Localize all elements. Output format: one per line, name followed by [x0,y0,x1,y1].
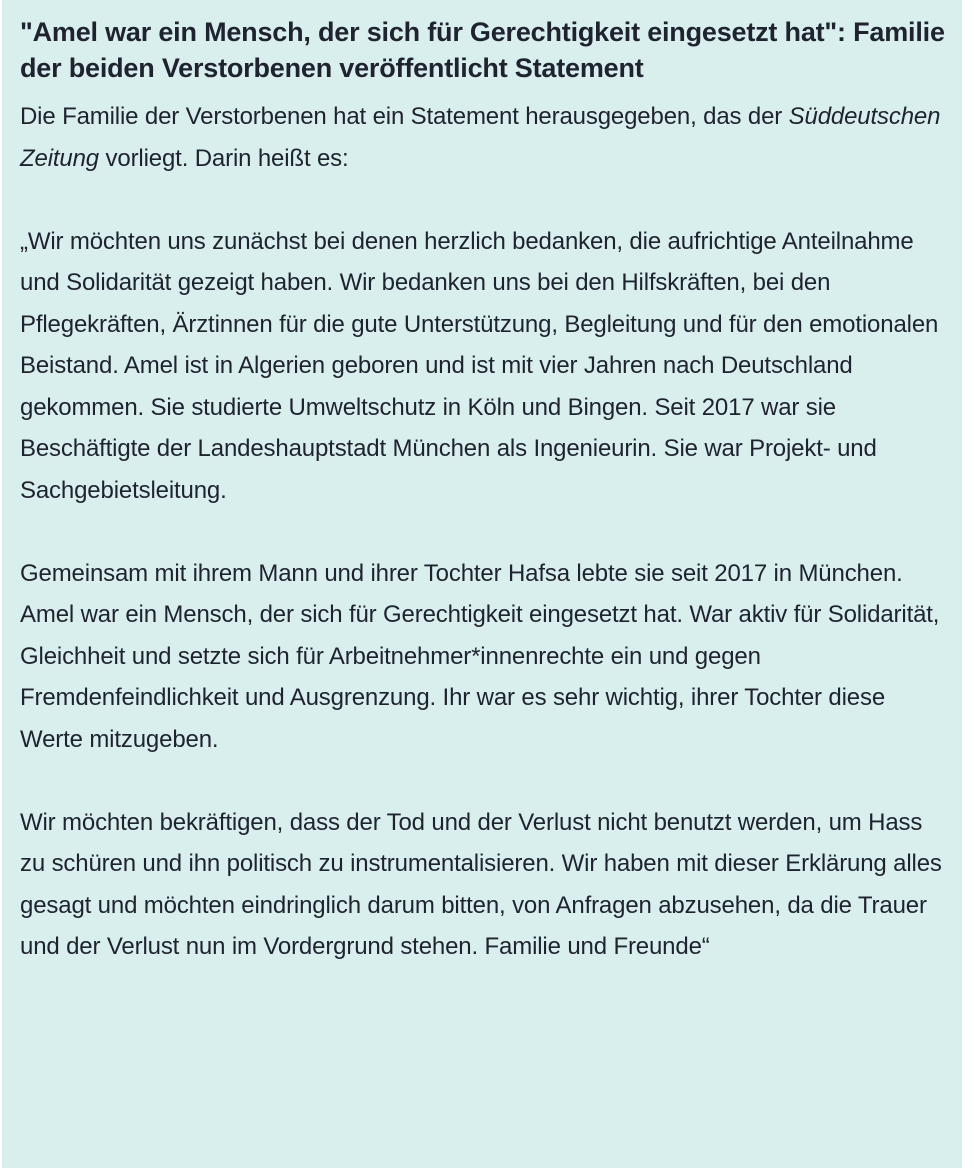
intro-text-before: Die Familie der Verstorbenen hat ein Statement herausgegeben, das der [20,103,789,130]
intro-paragraph [20,96,948,179]
quote-paragraph-1: „Wir möchten uns zunächst bei denen herzlich bedanken, die aufrichtige Anteilnahme und Solidarität gezeigt haben. Wir bedanken uns bei den Hilfskräften, bei den Pflegekräften, Ärztinnen für die gute Unterstützung, Begleitung und für den emotionalen Beistand. Amel ist in Algerien geboren und ist mit vier Jahren nach Deutschland gekommen. Sie studierte Umweltschutz in Köln und Bingen. Seit 2017 war sie Beschäftigte der Landeshauptstadt München als Ingenieurin. Sie war Projekt- und Sachgebietsleitung. [20,227,939,504]
quote-paragraph-3: Wir möchten bekräftigen, dass der Tod und der Verlust nicht benutzt werden, um Hass zu schüren und ihn politisch zu instrumentalisieren. Wir haben mit dieser Erklärung alles gesagt und möchten eindringlich darum bitten, von Anfragen abzusehen, da die Trauer und der Verlust nun im Vordergrund stehen. Familie und Freunde“ [20,808,942,960]
headline: "Amel war ein Mensch, der sich für Gerechtigkeit eingesetzt hat": Familie der beiden Verstorbenen veröffentlicht Statement [20,17,945,83]
intro-text-after: vorliegt. Darin heißt es: [99,144,349,172]
publication-name: Süddeutschen Zeitung [20,103,941,172]
quote-paragraph-2: Gemeinsam mit ihrem Mann und ihrer Tochter Hafsa lebte sie seit 2017 in München. Amel war ein Mensch, der sich für Gerechtigkeit eingesetzt hat. War aktiv für Solidarität, Gleichheit und setzte sich für Arbeitnehmer*innenrechte ein und gegen Fremdenfeindlichkeit und Ausgrenzung. Ihr war es sehr wichtig, ihrer Tochter diese Werte mitzugeben. [20,559,940,753]
right-page-margin [962,0,974,1168]
news-ticker-card [2,0,962,1168]
